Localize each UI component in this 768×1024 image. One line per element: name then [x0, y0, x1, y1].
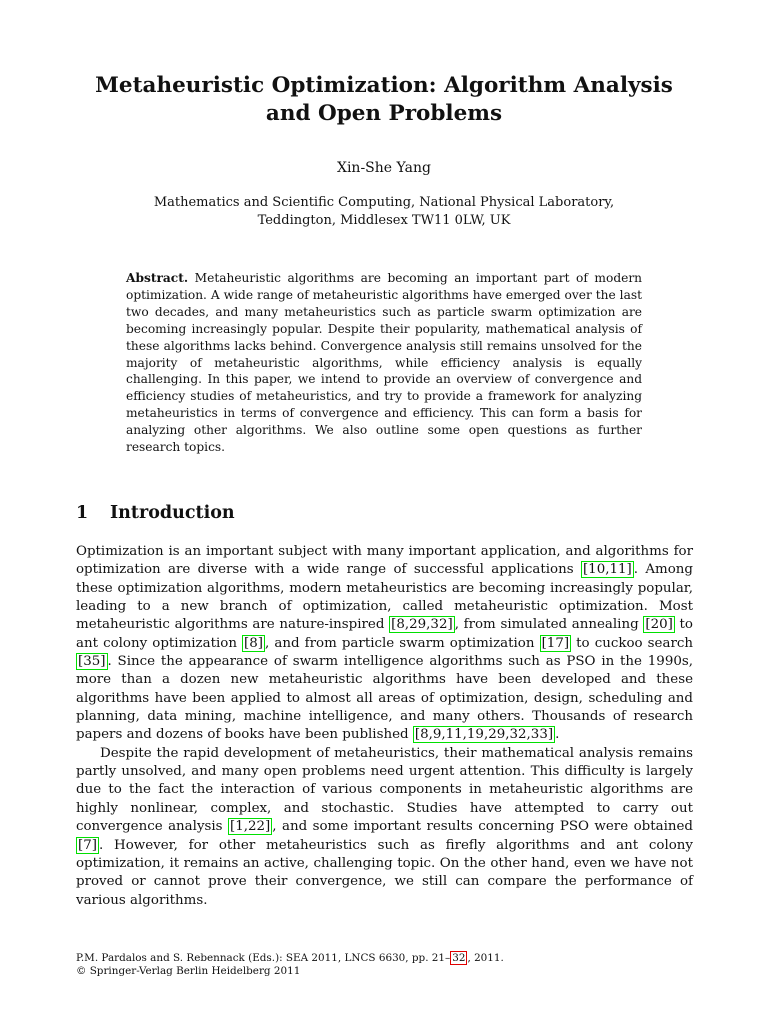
citation-link[interactable]: [1,22]	[230, 819, 271, 835]
abstract-text: Metaheuristic algorithms are becoming an important part of modern optimization. A wide range of metaheuristic algorithms have emerged over the last two decades, and many metaheuristics such as particle swarm optimization are becoming increasingly popular. Despite their popularity, mathematical analysis of these algorithms lacks behind. Convergence analysis still remains unsolved for the majority of metaheuristic algorithms, while efficiency analysis is equally challenging. In this paper, we intend to provide an overview of convergence and efficiency studies of metaheuristics, and try to provide a framework for analyzing metaheuristics in terms of convergence and efficiency. This can form a basis for analyzing other algorithms. We also outline some open questions as further research topics.	[126, 271, 643, 455]
author-name: Xin-She Yang	[336, 160, 431, 176]
abstract-label: Abstract.	[126, 271, 189, 285]
page-link[interactable]: 32	[452, 952, 466, 964]
affiliation-line-1: Mathematics and Scientific Computing, National Physical Laboratory,	[153, 195, 615, 210]
paragraph-text: to cuckoo search	[571, 635, 693, 651]
paragraph-text: , and some important results concerning PSO were obtained	[272, 819, 693, 835]
paragraph-text: , from simulated annealing	[454, 617, 644, 633]
paragraph-text: . Since the appearance of swarm intelligence algorithms such as PSO in the 1990s, more than a dozen new metaheuristic algorithms have been developed and these algorithms have been applied to almost all areas of optimization, design, scheduling and planning, data mining, machine intelligence, and many others. Thousands of research papers and dozens of books have been published	[76, 654, 693, 743]
footer-citation-text: P.M. Pardalos and S. Rebennack (Eds.): SEA 2011, LNCS 6630, pp. 21–	[76, 952, 451, 964]
citation-link[interactable]: [8,29,32]	[391, 617, 453, 633]
paragraph	[76, 745, 693, 910]
paragraph-text: .	[555, 727, 560, 743]
title-line-1: Metaheuristic Optimization: Algorithm Analysis	[95, 73, 673, 98]
citation-link[interactable]: [20]	[645, 617, 673, 633]
footer-citation-text: , 2011.	[467, 952, 504, 964]
citation-link[interactable]: [8,9,11,19,29,32,33]	[414, 727, 554, 743]
citation-link[interactable]: [7]	[78, 837, 97, 853]
footer-citation	[76, 952, 696, 965]
citation-link[interactable]: [8]	[244, 635, 264, 651]
page-footer	[76, 952, 696, 978]
introduction-body	[76, 543, 693, 910]
section-heading	[76, 503, 235, 523]
section-title: Introduction	[110, 503, 235, 523]
affiliation	[60, 194, 708, 230]
paragraph-text: to ant colony optimization	[76, 617, 693, 651]
citation-link[interactable]: [35]	[78, 654, 106, 670]
citation-link[interactable]: [17]	[541, 635, 570, 651]
footer-copyright: © Springer-Verlag Berlin Heidelberg 2011	[76, 965, 301, 977]
affiliation-line-2: Teddington, Middlesex TW11 0LW, UK	[257, 213, 511, 228]
abstract	[126, 270, 642, 456]
section-number: 1	[76, 503, 89, 523]
title-line-2: and Open Problems	[265, 101, 503, 126]
paragraph-text: , and from particle swarm optimization	[265, 635, 540, 651]
paper-title	[40, 72, 728, 128]
citation-link[interactable]: [10,11]	[582, 562, 632, 578]
paragraph-text: . However, for other metaheuristics such as firefly algorithms and ant colony optimization, it remains an active, challenging topic. On the other hand, even we have not proved or cannot prove their convergence, we still can compare the performance of various algorithms.	[76, 837, 693, 908]
paragraph-text: Despite the rapid development of metaheuristics, their mathematical analysis remains partly unsolved, and many open problems need urgent attention. This difficulty is largely due to the fact the interaction of various components in metaheuristic algorithms are highly nonlinear, complex, and stochastic. Studies have attempted to carry out convergence analysis	[76, 745, 693, 835]
paragraph-text: . Among these optimization algorithms, modern metaheuristics are becoming increasingly popular, leading to a new branch of optimization, called metaheuristic optimization. Most metaheuristic algorithms are nature-inspired	[76, 562, 693, 633]
paragraph	[76, 543, 693, 745]
paragraph-text: Optimization is an important subject with many important application, and algorithms for optimization are diverse with a wide range of successful applications	[76, 544, 693, 578]
